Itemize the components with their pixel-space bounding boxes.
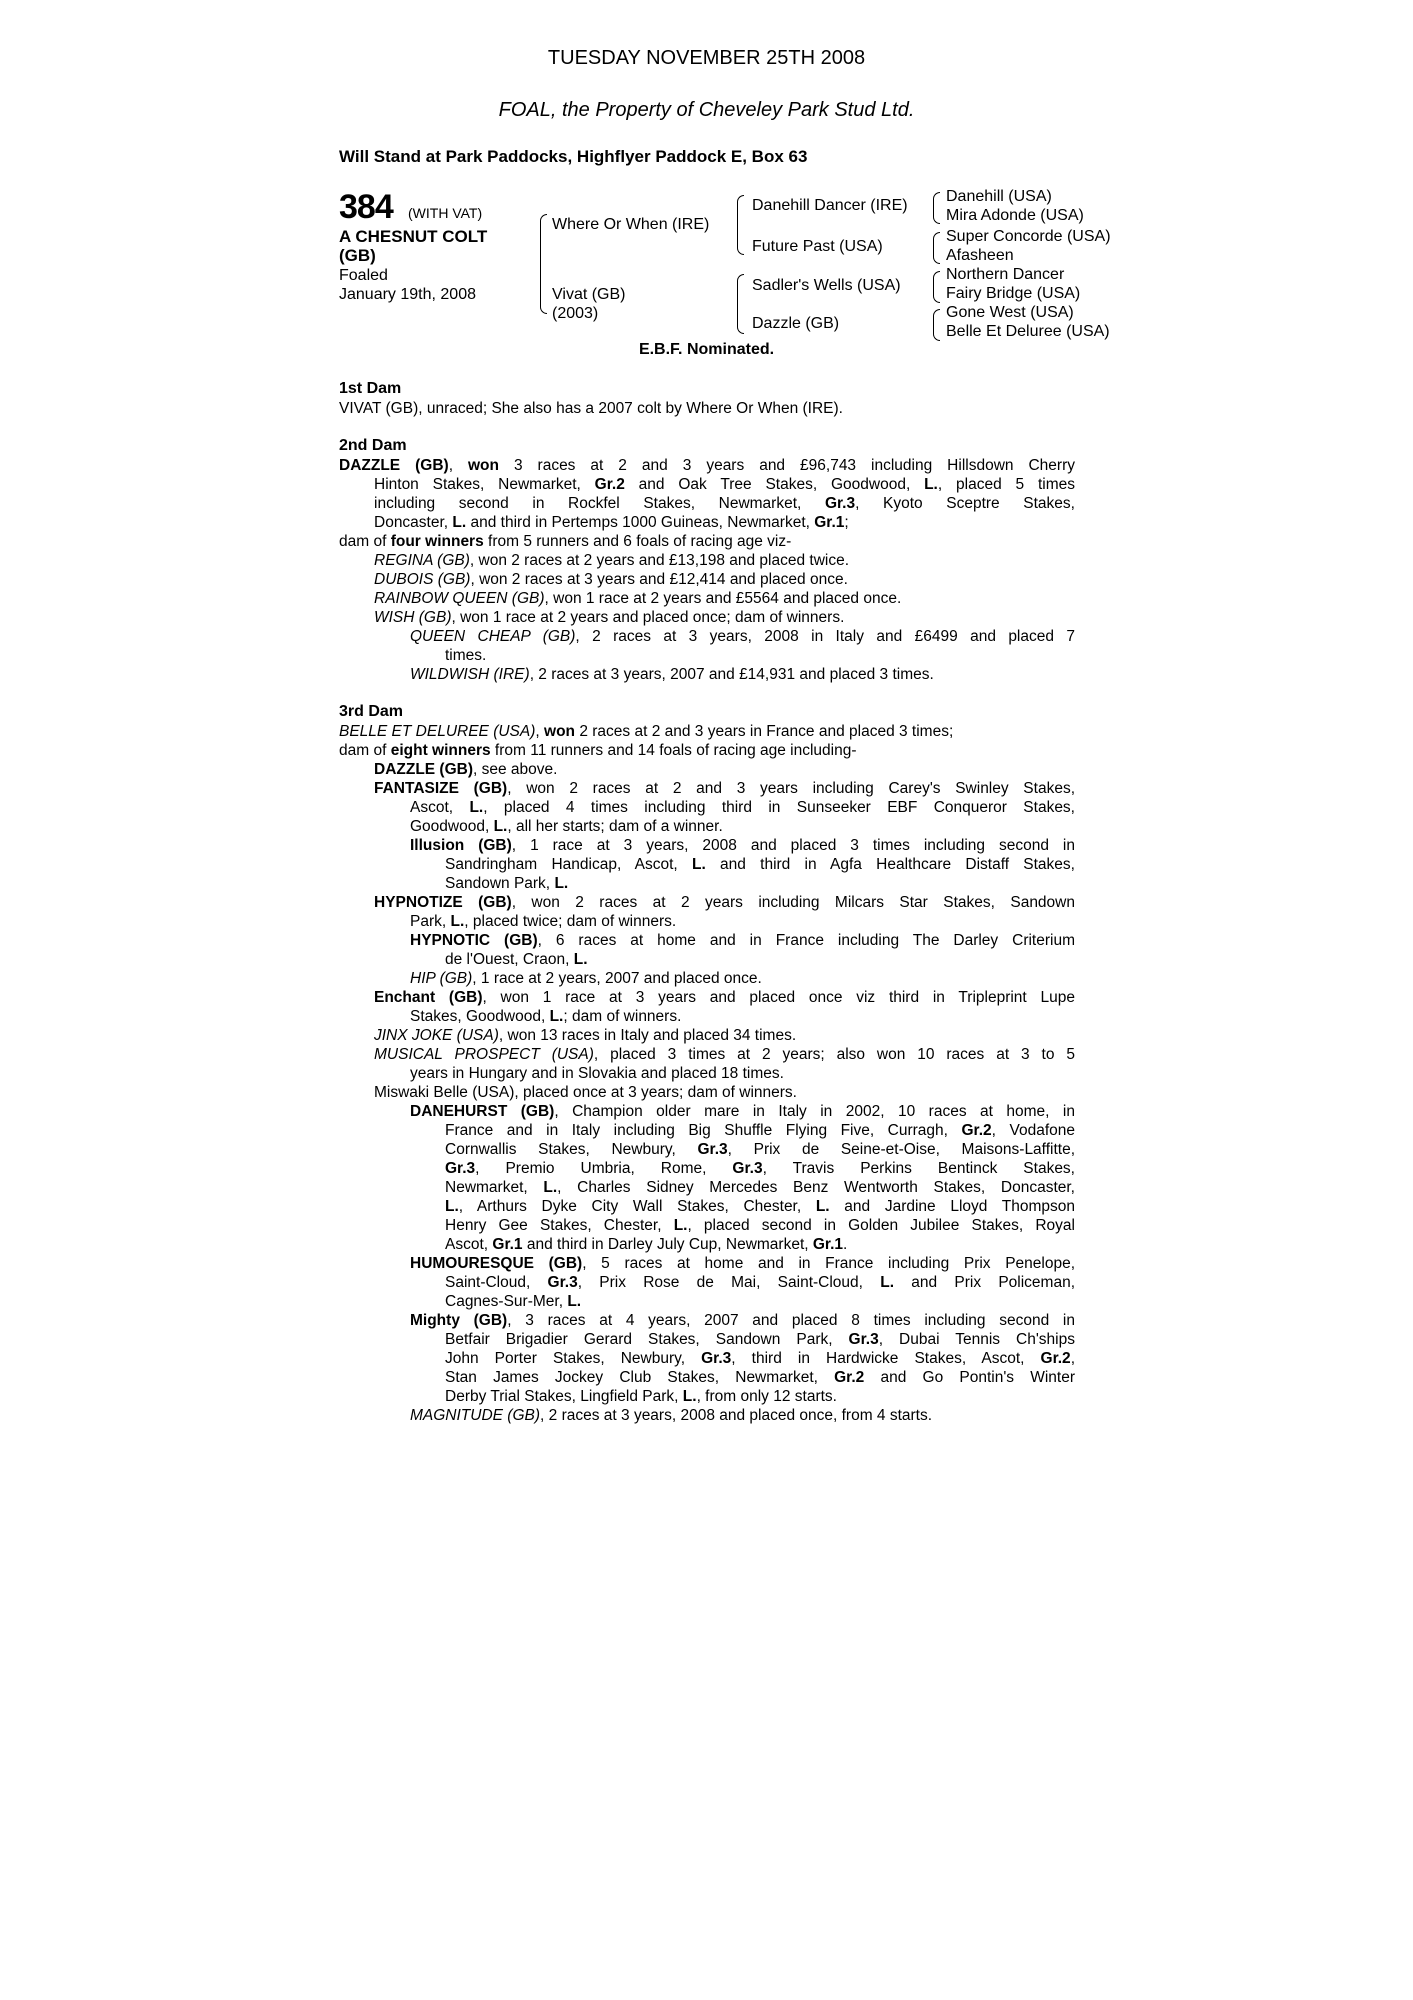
ebf-nominated: E.B.F. Nominated. bbox=[638, 341, 775, 358]
vat-label: (WITH VAT) bbox=[408, 205, 483, 221]
pedigree-ddd: Belle Et Deluree (USA) bbox=[946, 323, 1110, 340]
humouresque-entry: HUMOURESQUE (GB), 5 races at home and in France including Prix Penelope, bbox=[410, 1255, 1076, 1272]
rainbow-queen-entry: RAINBOW QUEEN (GB), won 1 race at 2 years and £5564 and placed once. bbox=[374, 590, 902, 607]
enchant-entry: Enchant (GB), won 1 race at 3 years and placed once viz third in Tripleprint Lupe bbox=[374, 989, 1075, 1006]
illusion-cont: Sandringham Handicap, Ascot, L. and third in Agfa Healthcare Distaff Stakes, Sandown Park, L. bbox=[445, 856, 1075, 892]
pedigree-sss: Danehill (USA) bbox=[946, 188, 1052, 205]
magnitude-entry: MAGNITUDE (GB), 2 races at 3 years, 2008 and placed once, from 4 starts. bbox=[410, 1407, 933, 1424]
musical-prospect-cont: years in Hungary and in Slovakia and placed 18 times. bbox=[410, 1065, 784, 1082]
hypnotize-entry: HYPNOTIZE (GB), won 2 races at 2 years including Milcars Star Stakes, Sandown bbox=[374, 894, 1075, 911]
sds-brace bbox=[933, 232, 940, 264]
pedigree-dam-year: (2003) bbox=[552, 305, 599, 322]
enchant-cont: Stakes, Goodwood, L.; dam of winners. bbox=[410, 1008, 682, 1025]
pedigree-dam-name: Vivat (GB) bbox=[552, 286, 626, 303]
first-dam-text: VIVAT (GB), unraced; She also has a 2007 colt by Where Or When (IRE). bbox=[339, 400, 843, 417]
pedigree-ssd: Mira Adonde (USA) bbox=[946, 207, 1084, 224]
pedigree-dsd: Fairy Bridge (USA) bbox=[946, 285, 1081, 302]
miswaki-belle-entry: Miswaki Belle (USA), placed once at 3 years; dam of winners. bbox=[374, 1084, 797, 1101]
fantasize-cont: Ascot, L., placed 4 times including third in Sunseeker EBF Conqueror Stakes, Goodwood, L., all her starts; dam of a winner. bbox=[410, 799, 1075, 835]
pedigree-sire: Where Or When (IRE) bbox=[552, 216, 710, 233]
mighty-cont: Betfair Brigadier Gerard Stakes, Sandown Park, Gr.3, Dubai Tennis Ch'ships John Porter Stakes, Newbury, Gr.3, third in Hardwicke Stakes, Ascot, Gr.2, Stan James Jockey Club Stakes, Newmarket, Gr.2 and Go Pontin's Winter Derby Trial Stakes, Lingfield Park, L., from only 12 starts. bbox=[445, 1331, 1075, 1405]
property-line: FOAL, the Property of Cheveley Park Stud Ltd. bbox=[498, 99, 915, 121]
lot-number: 384 bbox=[339, 188, 393, 226]
second-dam-heading: 2nd Dam bbox=[339, 437, 407, 454]
belle-produce: dam of eight winners from 11 runners and 14 foals of racing age including- bbox=[339, 742, 857, 759]
danehurst-cont: France and in Italy including Big Shuffle Flying Five, Curragh, Gr.2, Vodafone Cornwallis Stakes, Newbury, Gr.3, Prix de Seine-et-Oise, Maisons-Laffitte, Gr.3, Premio Umbria, Rome, Gr.3, Travis Perkins Bentinck Stakes, Newmarket, L., Charles Sidney Mercedes Benz Wentworth Stakes, Doncaster, L., Arthurs Dyke City Wall Stakes, Chester, L. and Jardine Lloyd Thompson Henry Gee Stakes, Chester, L., placed second in Golden Jubilee Stakes, Royal Ascot, Gr.1 and third in Darley July Cup, Newmarket, Gr.1. bbox=[445, 1122, 1075, 1253]
dazzle-entry-cont: Hinton Stakes, Newmarket, Gr.2 and Oak Tree Stakes, Goodwood, L., placed 5 times including second in Rockfel Stakes, Newmarket, Gr.3, Kyoto Sceptre Stakes, Doncaster, L. and third in Pertemps 1000 Guineas, Newmarket, Gr.1; bbox=[374, 476, 1075, 531]
pedigree-sd: Future Past (USA) bbox=[752, 238, 883, 255]
colt-name-line-1: A CHESNUT COLT bbox=[339, 227, 488, 246]
colt-name-line-2: (GB) bbox=[339, 246, 376, 265]
dazzle-produce: dam of four winners from 5 runners and 6 foals of racing age viz- bbox=[339, 533, 792, 550]
ss-brace bbox=[737, 195, 744, 255]
pedigree-ds: Sadler's Wells (USA) bbox=[752, 277, 901, 294]
wish-entry: WISH (GB), won 1 race at 2 years and placed once; dam of winners. bbox=[374, 609, 845, 626]
foaled-date: January 19th, 2008 bbox=[339, 286, 476, 303]
mighty-entry: Mighty (GB), 3 races at 4 years, 2007 and placed 8 times including second in bbox=[410, 1312, 1075, 1329]
danehurst-entry: DANEHURST (GB), Champion older mare in Italy in 2002, 10 races at home, in bbox=[410, 1103, 1075, 1120]
dds-brace bbox=[933, 309, 940, 341]
foaled-info bbox=[339, 266, 476, 304]
fantasize-entry: FANTASIZE (GB), won 2 races at 2 and 3 years including Carey's Swinley Stakes, bbox=[374, 780, 1076, 797]
belle-entry: BELLE ET DELUREE (USA), won 2 races at 2 and 3 years in France and placed 3 times; bbox=[339, 723, 954, 740]
colt-name bbox=[339, 227, 487, 265]
sss-brace bbox=[933, 192, 940, 224]
hip-entry: HIP (GB), 1 race at 2 years, 2007 and placed once. bbox=[410, 970, 762, 987]
dubois-entry: DUBOIS (GB), won 2 races at 3 years and £12,414 and placed once. bbox=[374, 571, 848, 588]
dazzle-entry: DAZZLE (GB), won 3 races at 2 and 3 years and £96,743 including Hillsdown Cherry bbox=[339, 457, 1075, 474]
dss-brace bbox=[933, 271, 940, 303]
pedigree-dd: Dazzle (GB) bbox=[752, 315, 840, 332]
queen-cheap-cont: times. bbox=[445, 647, 487, 664]
first-dam-heading: 1st Dam bbox=[339, 380, 402, 397]
pedigree-dss: Northern Dancer bbox=[946, 266, 1065, 283]
pedigree-sdd: Afasheen bbox=[946, 247, 1014, 264]
sire-brace bbox=[540, 214, 547, 314]
jinx-joke-entry: JINX JOKE (USA), won 13 races in Italy and placed 34 times. bbox=[374, 1027, 797, 1044]
hypnotic-entry: HYPNOTIC (GB), 6 races at home and in France including The Darley Criterium bbox=[410, 932, 1075, 949]
dazzle-ref: DAZZLE (GB), see above. bbox=[374, 761, 558, 778]
foaled-label: Foaled bbox=[339, 267, 388, 284]
regina-entry: REGINA (GB), won 2 races at 2 years and £13,198 and placed twice. bbox=[374, 552, 850, 569]
pedigree-ss: Danehill Dancer (IRE) bbox=[752, 197, 908, 214]
location-line: Will Stand at Park Paddocks, Highflyer Paddock E, Box 63 bbox=[339, 147, 808, 166]
humouresque-cont: Saint-Cloud, Gr.3, Prix Rose de Mai, Saint-Cloud, L. and Prix Policeman, Cagnes-Sur-Mer, L. bbox=[445, 1274, 1075, 1310]
wildwish-entry: WILDWISH (IRE), 2 races at 3 years, 2007 and £14,931 and placed 3 times. bbox=[410, 666, 934, 683]
hypnotic-cont: de l'Ouest, Craon, L. bbox=[445, 951, 588, 968]
musical-prospect-entry: MUSICAL PROSPECT (USA), placed 3 times at 2 years; also won 10 races at 3 to 5 bbox=[374, 1046, 1075, 1063]
sale-date: TUESDAY NOVEMBER 25TH 2008 bbox=[547, 47, 866, 69]
third-dam-heading: 3rd Dam bbox=[339, 703, 404, 720]
illusion-entry: Illusion (GB), 1 race at 3 years, 2008 and placed 3 times including second in bbox=[410, 837, 1076, 854]
pedigree-sds: Super Concorde (USA) bbox=[946, 228, 1111, 245]
pedigree-dam bbox=[552, 285, 626, 323]
hypnotize-cont: Park, L., placed twice; dam of winners. bbox=[410, 913, 677, 930]
queen-cheap-entry: QUEEN CHEAP (GB), 2 races at 3 years, 2008 in Italy and £6499 and placed 7 bbox=[410, 628, 1075, 645]
pedigree-dds: Gone West (USA) bbox=[946, 304, 1074, 321]
ds-brace bbox=[737, 274, 744, 334]
